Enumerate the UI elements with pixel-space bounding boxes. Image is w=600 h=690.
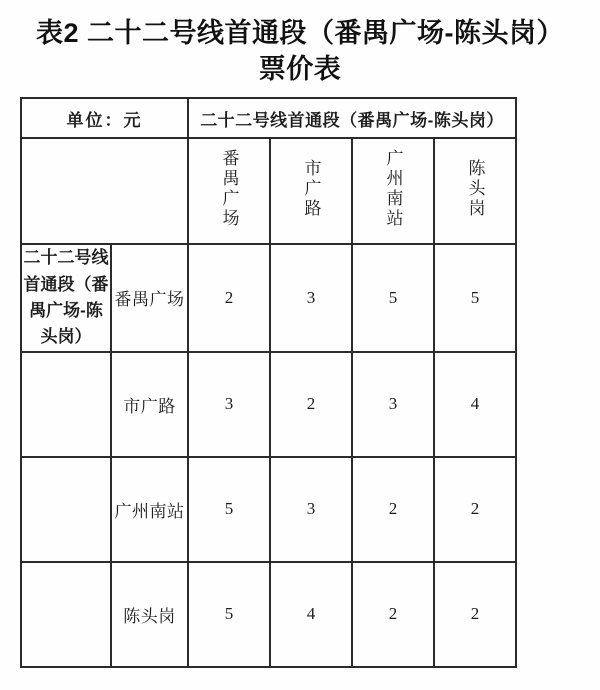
fare-cell: 2 xyxy=(434,562,516,667)
row-label: 市广路 xyxy=(111,352,188,457)
table-row xyxy=(21,244,516,351)
fare-cell: 3 xyxy=(188,352,270,457)
fare-cell: 2 xyxy=(434,457,516,562)
table-row xyxy=(21,562,516,667)
fare-cell: 2 xyxy=(352,457,434,562)
row-group-label-cell: 二十二号线首通段（番禺广场-陈头岗） xyxy=(21,244,111,351)
column-header-guangzhou-south xyxy=(352,138,434,244)
fare-cell: 5 xyxy=(352,244,434,351)
row-label: 陈头岗 xyxy=(111,562,188,667)
row-group-empty-cell xyxy=(21,562,111,667)
table-title xyxy=(30,16,570,87)
fare-cell: 3 xyxy=(352,352,434,457)
fare-cell: 5 xyxy=(188,457,270,562)
table-title-line2: 票价表 xyxy=(258,53,342,84)
fare-cell: 3 xyxy=(270,457,352,562)
column-header-label: 广州南站 xyxy=(383,148,403,229)
table-row xyxy=(21,457,516,562)
column-header-panyu-square xyxy=(188,138,270,244)
fare-cell: 4 xyxy=(434,352,516,457)
row-group-empty-cell xyxy=(21,352,111,457)
row-label: 番禺广场 xyxy=(111,244,188,351)
fare-cell: 2 xyxy=(188,244,270,351)
column-header-chentougang xyxy=(434,138,516,244)
column-header-shiguanglu xyxy=(270,138,352,244)
column-header-label: 番禺广场 xyxy=(219,148,239,229)
fare-cell: 4 xyxy=(270,562,352,667)
table-title-line1: 表2 二十二号线首通段（番禺广场-陈头岗） xyxy=(35,18,564,48)
fare-table xyxy=(20,97,517,667)
corner-empty-cell xyxy=(21,138,188,244)
fare-cell: 5 xyxy=(434,244,516,351)
table-row xyxy=(21,352,516,457)
section-label-cell: 二十二号线首通段（番禺广场-陈头岗） xyxy=(188,98,516,138)
table-header-row xyxy=(21,98,516,138)
fare-cell: 2 xyxy=(352,562,434,667)
row-group-empty-cell xyxy=(21,457,111,562)
column-header-label: 市广路 xyxy=(301,158,321,219)
unit-label-cell: 单位：元 xyxy=(21,98,188,138)
row-label: 广州南站 xyxy=(111,457,188,562)
fare-cell: 5 xyxy=(188,562,270,667)
column-header-label: 陈头岗 xyxy=(465,158,485,219)
fare-cell: 3 xyxy=(270,244,352,351)
column-header-row xyxy=(21,138,516,244)
fare-cell: 2 xyxy=(270,352,352,457)
